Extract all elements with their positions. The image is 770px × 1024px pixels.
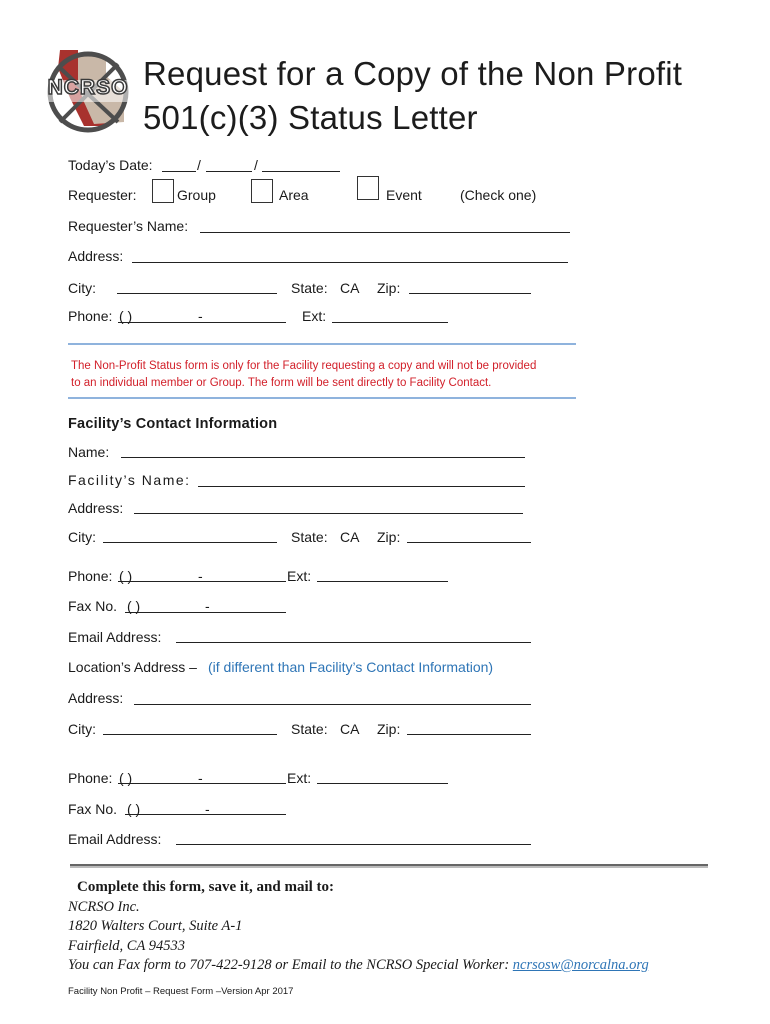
date-separator: / [254, 157, 258, 173]
location-ext-label: Ext: [287, 770, 312, 786]
location-zip-field[interactable] [407, 734, 531, 735]
todays-date-label: Today’s Date: [68, 157, 153, 173]
notice-bottom-rule [68, 397, 576, 399]
phone-dash: - [198, 770, 203, 786]
requester-address-label: Address: [68, 248, 124, 264]
date-month-field[interactable] [162, 171, 196, 172]
requester-name-label: Requester’s Name: [68, 218, 189, 234]
requester-phone-label: Phone: [68, 308, 113, 324]
location-city-field[interactable] [103, 734, 277, 735]
location-address-label: Address: [68, 690, 124, 706]
fax-dash: - [205, 801, 210, 817]
phone-area-code: ( ) [119, 568, 133, 584]
area-checkbox[interactable] [251, 179, 273, 203]
location-ext-field[interactable] [317, 783, 448, 784]
facility-name-field[interactable] [198, 486, 525, 487]
location-email-field[interactable] [176, 844, 531, 845]
facility-contact-name-label: Name: [68, 444, 110, 460]
facility-state-label: State: [291, 529, 328, 545]
facility-state-value: CA [340, 529, 360, 545]
location-phone-label: Phone: [68, 770, 113, 786]
facility-fax-label: Fax No. [68, 598, 118, 614]
facility-name-label: Facility’s Name: [68, 472, 191, 488]
special-worker-email-link[interactable]: ncrsosw@norcalna.org [512, 957, 649, 973]
section-divider [70, 864, 708, 868]
requester-city-field[interactable] [117, 293, 277, 294]
date-year-field[interactable] [262, 171, 340, 172]
requester-ext-field[interactable] [332, 322, 448, 323]
requester-address-field[interactable] [132, 262, 568, 263]
location-label: Location’s Address – [68, 659, 197, 675]
phone-area-code: ( ) [119, 770, 133, 786]
location-state-label: State: [291, 721, 328, 737]
facility-zip-field[interactable] [407, 542, 531, 543]
facility-heading: Facility’s Contact Information [68, 416, 278, 432]
location-zip-label: Zip: [377, 721, 401, 737]
notice-line-2: to an individual member or Group. The form will be sent directly to Facility Contact. [71, 377, 492, 389]
location-fax-label: Fax No. [68, 801, 118, 817]
requester-state-value: CA [340, 280, 360, 296]
location-email-label: Email Address: [68, 831, 162, 847]
mail-city: Fairfield, CA 94533 [68, 937, 185, 954]
requester-state-label: State: [291, 280, 328, 296]
phone-dash: - [198, 568, 203, 584]
mail-street: 1820 Walters Court, Suite A-1 [68, 918, 243, 934]
requester-city-label: City: [68, 280, 96, 296]
notice-line-1: The Non-Profit Status form is only for the Facility requesting a copy and will not be provided [71, 360, 537, 372]
notice-text [71, 358, 536, 392]
requester-label: Requester: [68, 187, 137, 203]
date-day-field[interactable] [206, 171, 252, 172]
notice-top-rule [68, 343, 576, 345]
requester-ext-label: Ext: [302, 308, 327, 324]
facility-contact-name-field[interactable] [121, 457, 525, 458]
facility-ext-field[interactable] [317, 581, 448, 582]
requester-name-field[interactable] [200, 232, 570, 233]
page-title [143, 52, 682, 140]
location-address-field[interactable] [134, 704, 531, 705]
area-option-label: Area [279, 187, 309, 203]
title-line-1: Request for a Copy of the Non Profit [143, 55, 683, 92]
group-checkbox[interactable] [152, 179, 174, 203]
facility-phone-label: Phone: [68, 568, 113, 584]
title-line-2: 501(c)(3) Status Letter [143, 99, 478, 136]
mail-block [68, 878, 649, 976]
group-option-label: Group [177, 187, 216, 203]
facility-email-label: Email Address: [68, 629, 162, 645]
location-note: (if different than Facility’s Contact Information) [208, 659, 494, 675]
requester-zip-field[interactable] [409, 293, 531, 294]
fax-area-code: ( ) [127, 801, 141, 817]
mail-org: NCRSO Inc. [68, 898, 140, 915]
check-one-hint: (Check one) [460, 187, 537, 203]
date-separator: / [197, 157, 201, 173]
mail-fax-text: You can Fax form to 707-422-9128 or Email to the NCRSO Special Worker: [68, 957, 510, 973]
facility-ext-label: Ext: [287, 568, 312, 584]
facility-city-field[interactable] [103, 542, 277, 543]
phone-area-code: ( ) [119, 308, 133, 324]
mail-fax-line [68, 956, 649, 976]
facility-address-field[interactable] [134, 513, 523, 514]
logo-text: NCRSO [47, 76, 129, 99]
footer-text: Facility Non Profit – Request Form –Version Apr 2017 [68, 986, 294, 997]
ncrso-logo [44, 46, 132, 134]
location-state-value: CA [340, 721, 360, 737]
facility-address-label: Address: [68, 500, 124, 516]
location-city-label: City: [68, 721, 96, 737]
phone-dash: - [198, 308, 203, 324]
facility-zip-label: Zip: [377, 529, 401, 545]
fax-area-code: ( ) [127, 598, 141, 614]
requester-zip-label: Zip: [377, 280, 401, 296]
event-checkbox[interactable] [357, 176, 379, 200]
fax-dash: - [205, 598, 210, 614]
mail-heading: Complete this form, save it, and mail to: [77, 879, 335, 895]
facility-email-field[interactable] [176, 642, 531, 643]
facility-city-label: City: [68, 529, 96, 545]
event-option-label: Event [386, 187, 422, 203]
